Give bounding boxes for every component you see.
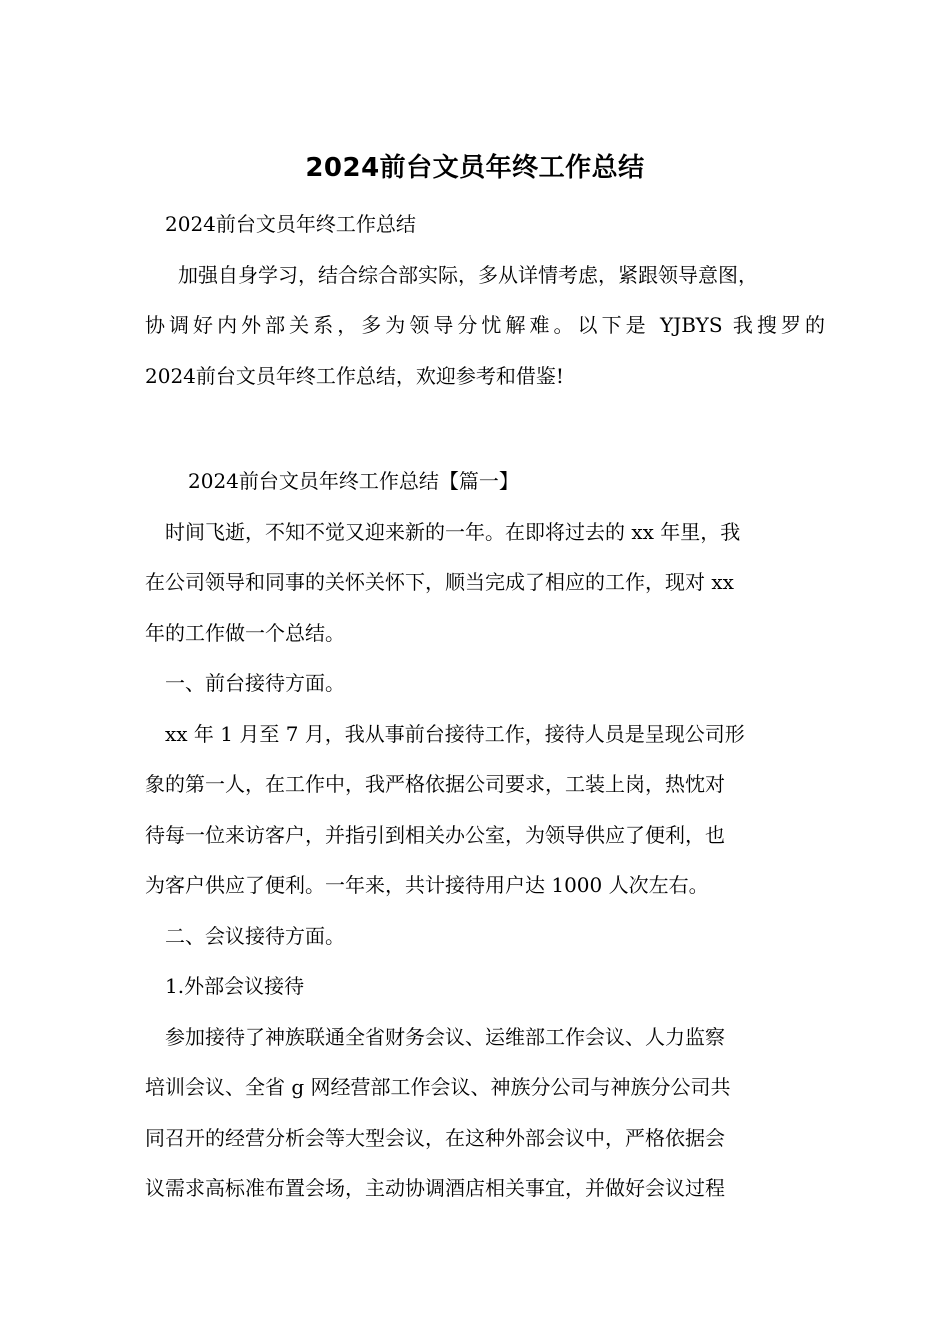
paragraph-line: 协调好内外部关系，多为领导分忧解难。以下是 YJBYS 我搜罗的 xyxy=(145,313,825,337)
paragraph-line: 同召开的经营分析会等大型会议，在这种外部会议中，严格依据会 xyxy=(145,1125,725,1150)
paragraph-line: 议需求高标准布置会场，主动协调酒店相关事宜，并做好会议过程 xyxy=(145,1176,725,1200)
paragraph-line: 时间飞逝，不知不觉又迎来新的一年。在即将过去的 xx 年里，我 xyxy=(165,519,741,544)
paragraph-line: 加强自身学习，结合综合部实际，多从详情考虑，紧跟领导意图， xyxy=(178,262,758,287)
paragraph-line: 参加接待了神族联通全省财务会议、运维部工作会议、人力监察 xyxy=(165,1024,725,1049)
section-heading: 2024前台文员年终工作总结【篇一】 xyxy=(188,469,519,493)
subsection-heading: 1.外部会议接待 xyxy=(165,974,305,998)
paragraph-gap xyxy=(145,408,825,463)
document-title: 2024前台文员年终工作总结 xyxy=(305,153,645,183)
paragraph-line: xx 年 1 月至 7 月，我从事前台接待工作，接待人员是呈现公司形 xyxy=(165,721,745,746)
subtitle-line: 2024前台文员年终工作总结 xyxy=(165,212,416,236)
section-heading: 一、前台接待方面。 xyxy=(165,671,345,695)
paragraph-line: 为客户供应了便利。一年来，共计接待用户达 1000 人次左右。 xyxy=(145,873,709,897)
section-heading: 二、会议接待方面。 xyxy=(165,923,345,948)
paragraph-line: 在公司领导和同事的关怀关怀下，顺当完成了相应的工作，现对 xx xyxy=(145,570,734,594)
paragraph-line: 培训会议、全省 g 网经营部工作会议、神族分公司与神族分公司共 xyxy=(145,1075,731,1099)
paragraph-line: 年的工作做一个总结。 xyxy=(145,620,345,645)
paragraph-line: 待每一位来访客户，并指引到相关办公室，为领导供应了便利，也 xyxy=(145,822,725,847)
paragraph-line: 象的第一人，在工作中，我严格依据公司要求，工装上岗，热忱对 xyxy=(145,772,725,796)
paragraph-line: 2024前台文员年终工作总结，欢迎参考和借鉴! xyxy=(145,363,564,388)
document-body xyxy=(145,206,825,1221)
